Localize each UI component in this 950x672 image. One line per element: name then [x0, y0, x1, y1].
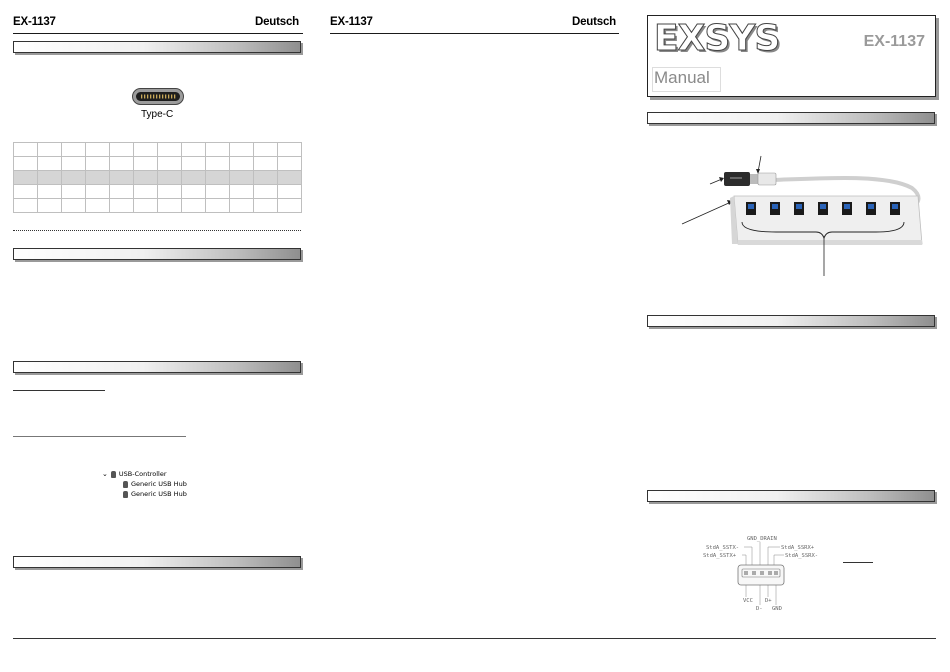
device-manager-tree — [102, 469, 187, 499]
middle-header-model: EX-1137 — [330, 16, 373, 28]
middle-header-language: Deutsch — [572, 16, 616, 28]
pin-label-vcc: VCC — [743, 598, 753, 604]
usb-icon — [123, 491, 128, 498]
section-bar-3 — [13, 361, 301, 373]
section-bar-2 — [13, 248, 301, 260]
tree-controller-row[interactable] — [102, 469, 187, 479]
table-row — [14, 157, 302, 171]
cover-model-number: EX-1137 — [863, 33, 925, 50]
pin-label-ssrx-plus: StdA_SSRX+ — [781, 545, 815, 551]
pin-label-gnd: GND — [772, 606, 782, 612]
section-bar-6 — [647, 315, 935, 327]
pin-assignment-table — [13, 142, 302, 213]
underline-heading-1 — [13, 390, 105, 391]
tree-hub-label: Generic USB Hub — [131, 490, 187, 498]
tree-hub-row[interactable] — [102, 479, 187, 489]
table-row — [14, 143, 302, 157]
chevron-down-icon[interactable]: ⌄ — [102, 470, 108, 478]
usb-a-pinout-diagram — [700, 533, 890, 613]
tree-hub-label: Generic USB Hub — [131, 480, 187, 488]
tree-hub-row[interactable] — [102, 489, 187, 499]
usb-icon — [123, 481, 128, 488]
table-row — [14, 171, 302, 185]
pin-label-gnd-drain: GND_DRAIN — [747, 536, 777, 542]
section-bar-4 — [13, 556, 301, 568]
usb-icon — [111, 471, 116, 478]
middle-header-rule — [330, 33, 619, 34]
section-bar-5 — [647, 112, 935, 124]
brand-logo: EXSYS — [654, 18, 780, 59]
table-row — [14, 199, 302, 213]
pin-label-ssrx-minus: StdA_SSRX- — [785, 553, 819, 559]
usb-hub-illustration — [676, 152, 936, 282]
pin-label-d-plus: D+ — [765, 598, 772, 604]
left-header-model: EX-1137 — [13, 16, 56, 28]
section-bar-1 — [13, 41, 301, 53]
left-header-rule — [13, 33, 303, 34]
left-header-language: Deutsch — [255, 16, 299, 28]
connector-type-label: Type-C — [141, 109, 174, 120]
section-bar-7 — [647, 490, 935, 502]
underline-heading-2 — [13, 436, 186, 437]
cover-logo-box — [647, 15, 936, 97]
page-bottom-rule — [13, 638, 936, 639]
pin-label-sstx-plus: StdA_SSTX+ — [703, 553, 737, 559]
usb-c-connector-icon — [132, 88, 184, 105]
table-row — [14, 185, 302, 199]
manual-label: Manual — [654, 68, 710, 87]
pin-label-sstx-minus: StdA_SSTX- — [706, 545, 740, 551]
tree-controller-label: USB-Controller — [118, 470, 167, 478]
pinout-underline — [843, 562, 873, 563]
pin-label-d-minus: D- — [756, 606, 763, 612]
dotted-separator — [13, 230, 301, 231]
